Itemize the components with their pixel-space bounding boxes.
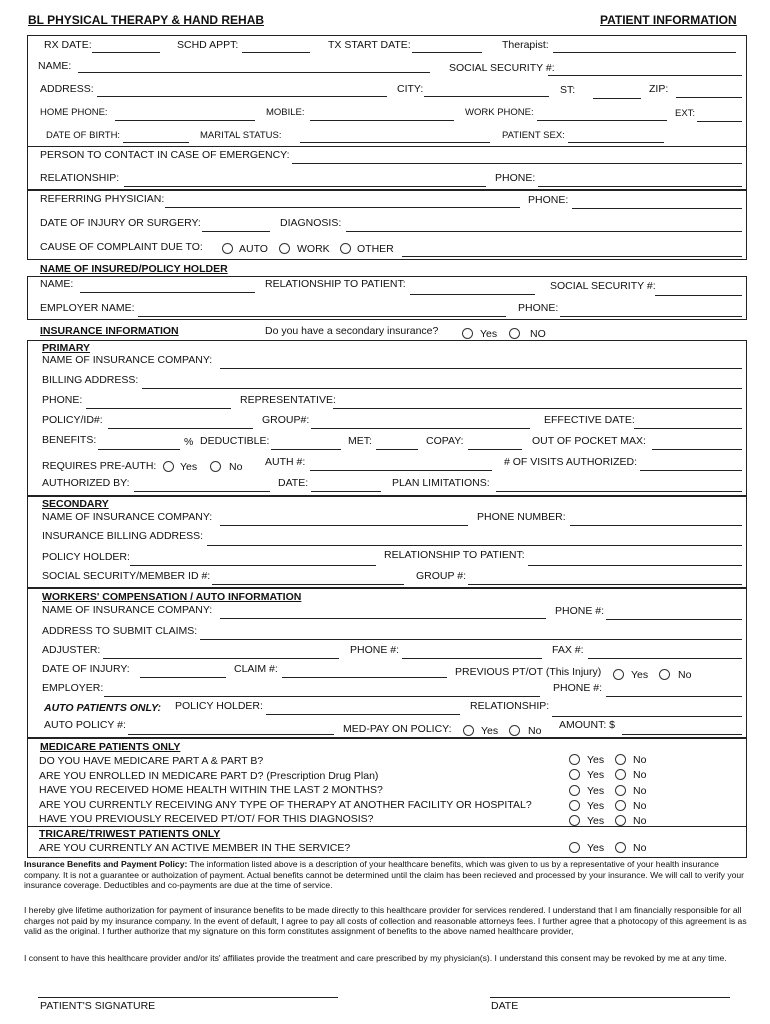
medicare-question: HAVE YOU RECEIVED HOME HEALTH WITHIN THE LAST 2 MONTHS? xyxy=(39,784,383,796)
schd-appt-field[interactable] xyxy=(242,52,310,53)
secondary-member-field[interactable] xyxy=(212,584,404,585)
cause-work-label: WORK xyxy=(297,243,330,255)
claims-address-label: ADDRESS TO SUBMIT CLAIMS: xyxy=(42,625,198,637)
medicare-no-label: No xyxy=(633,769,647,781)
zip-field[interactable] xyxy=(676,97,742,98)
primary-group-label: GROUP#: xyxy=(262,414,310,426)
adjuster-label: ADJUSTER: xyxy=(42,644,101,656)
claim-field[interactable] xyxy=(282,677,447,678)
primary-billing-field[interactable] xyxy=(142,388,742,389)
employer-phone-label: PHONE: xyxy=(518,302,559,314)
secondary-billing-label: INSURANCE BILLING ADDRESS: xyxy=(42,530,204,542)
tricare-heading: TRICARE/TRIWEST PATIENTS ONLY xyxy=(39,828,221,840)
medpay-yes-label: Yes xyxy=(481,725,499,737)
insured-name-label: NAME: xyxy=(40,278,74,290)
auto-relationship-label: RELATIONSHIP: xyxy=(470,700,550,712)
medicare-yes-label: Yes xyxy=(587,815,605,827)
prev-no-label: No xyxy=(678,669,692,681)
schd-appt-label: SCHD APPT: xyxy=(177,39,239,51)
preauth-yes-label: Yes xyxy=(180,461,198,473)
authorized-by-label: AUTHORIZED BY: xyxy=(42,477,130,489)
medicare-yes-label: Yes xyxy=(587,785,605,797)
signature-date-field[interactable] xyxy=(490,997,730,998)
medicare-heading: MEDICARE PATIENTS ONLY xyxy=(40,741,181,753)
workers-company-field[interactable] xyxy=(220,618,546,619)
payment-policy-label: Insurance Benefits and Payment Policy: xyxy=(24,859,188,869)
emergency-contact-field[interactable] xyxy=(292,163,742,164)
secondary-holder-field[interactable] xyxy=(130,565,376,566)
patient-signature-label: PATIENT'S SIGNATURE xyxy=(40,1000,156,1012)
insurance-heading: INSURANCE INFORMATION xyxy=(40,325,179,337)
workers-phone-label: PHONE #: xyxy=(555,605,605,617)
injury-date-field[interactable] xyxy=(202,231,270,232)
workers-injury-field[interactable] xyxy=(140,677,226,678)
dob-field[interactable] xyxy=(123,142,189,143)
emergency-contact-label: PERSON TO CONTACT IN CASE OF EMERGENCY: xyxy=(40,149,290,161)
auth-date-label: DATE: xyxy=(278,477,309,489)
primary-company-field[interactable] xyxy=(220,368,742,369)
authorization-text: I hereby give lifetime authorization for payment of insurance benefits to be made directly to this healthcare provider for services rendered. I understand that I am financially responsible for all charges not paid by my insurance company. In the event of default, I agree to pay all costs of collection and reasonable attorneys fees. I further agree that a photocopy of this agreement is as valid as the original. I further authorize that my signature on this form constitutes assignment of benefits to the above named healthcare provider, xyxy=(24,905,747,937)
clinic-name: BL PHYSICAL THERAPY & HAND REHAB xyxy=(28,13,265,27)
insured-ssn-field[interactable] xyxy=(655,295,742,296)
primary-rep-label: REPRESENTATIVE: xyxy=(240,394,336,406)
ext-field[interactable] xyxy=(697,121,742,122)
secondary-company-field[interactable] xyxy=(220,525,468,526)
signature-date-label: DATE xyxy=(491,1000,519,1012)
secondary-member-label: SOCIAL SECURITY/MEMBER ID #: xyxy=(42,570,211,582)
st-label: ST: xyxy=(560,84,576,96)
tricare-no-radio[interactable] xyxy=(615,842,626,853)
visits-label: # OF VISITS AUTHORIZED: xyxy=(504,456,638,468)
primary-copay-field[interactable] xyxy=(468,449,522,450)
medicare-yes-label: Yes xyxy=(587,769,605,781)
city-label: CITY: xyxy=(397,83,424,95)
prev-no-radio[interactable] xyxy=(659,669,670,680)
auto-holder-label: POLICY HOLDER: xyxy=(175,700,263,712)
auto-only-label: AUTO PATIENTS ONLY: xyxy=(44,702,162,714)
marital-field[interactable] xyxy=(300,142,490,143)
name-field[interactable] xyxy=(78,72,430,73)
cause-other-radio[interactable] xyxy=(340,243,351,254)
tx-start-field[interactable] xyxy=(412,52,482,53)
name-label: NAME: xyxy=(38,60,72,72)
rx-date-field[interactable] xyxy=(92,52,160,53)
diagnosis-field[interactable] xyxy=(346,231,742,232)
primary-oop-field[interactable] xyxy=(652,449,742,450)
diagnosis-label: DIAGNOSIS: xyxy=(280,217,342,229)
preauth-label: REQUIRES PRE-AUTH: xyxy=(42,460,157,472)
medicare-no-radio[interactable] xyxy=(615,754,626,765)
auth-field[interactable] xyxy=(310,470,492,471)
cause-other-label: OTHER xyxy=(357,243,394,255)
cause-other-field[interactable] xyxy=(402,256,742,257)
referral-phone-label: PHONE: xyxy=(528,194,569,206)
primary-met-label: MET: xyxy=(348,435,372,447)
medpay-label: MED-PAY ON POLICY: xyxy=(343,723,452,735)
workers-heading: WORKERS' COMPENSATION / AUTO INFORMATION xyxy=(42,591,302,603)
primary-policy-label: POLICY/ID#: xyxy=(42,414,103,426)
sex-label: PATIENT SEX: xyxy=(502,130,565,141)
secondary-yes-radio[interactable] xyxy=(462,328,473,339)
ssn-label: SOCIAL SECURITY #: xyxy=(449,62,555,74)
preauth-no-label: No xyxy=(229,461,243,473)
claims-address-field[interactable] xyxy=(200,639,742,640)
primary-billing-label: BILLING ADDRESS: xyxy=(42,374,139,386)
auto-holder-field[interactable] xyxy=(266,714,460,715)
city-field[interactable] xyxy=(424,96,549,97)
cause-label: CAUSE OF COMPLAINT DUE TO: xyxy=(40,241,203,253)
fax-field[interactable] xyxy=(588,658,742,659)
page-title: PATIENT INFORMATION xyxy=(600,13,737,27)
secondary-company-label: NAME OF INSURANCE COMPANY: xyxy=(42,511,213,523)
payment-policy-text xyxy=(24,859,748,891)
medpay-no-label: No xyxy=(528,725,542,737)
secondary-heading: SECONDARY xyxy=(42,498,109,510)
claim-label: CLAIM #: xyxy=(234,663,278,675)
insured-ssn-label: SOCIAL SECURITY #: xyxy=(550,280,656,292)
primary-phone-field[interactable] xyxy=(86,408,231,409)
primary-rep-field[interactable] xyxy=(333,408,742,409)
secondary-phone-label: PHONE NUMBER: xyxy=(477,511,566,523)
cause-work-radio[interactable] xyxy=(279,243,290,254)
tricare-no-label: No xyxy=(633,842,647,854)
insured-heading: NAME OF INSURED/POLICY HOLDER xyxy=(40,263,228,275)
primary-benefits-field[interactable] xyxy=(98,449,180,450)
primary-phone-label: PHONE: xyxy=(42,394,83,406)
preauth-yes-radio[interactable] xyxy=(163,461,174,472)
therapist-field[interactable] xyxy=(553,52,736,53)
medpay-yes-radio[interactable] xyxy=(463,725,474,736)
secondary-group-label: GROUP #: xyxy=(416,570,466,582)
insured-name-field[interactable] xyxy=(80,292,255,293)
medicare-yes-radio[interactable] xyxy=(569,785,580,796)
medicare-no-label: No xyxy=(633,815,647,827)
workers-employer-phone-field[interactable] xyxy=(606,696,742,697)
medicare-yes-label: Yes xyxy=(587,800,605,812)
cause-auto-label: AUTO xyxy=(239,243,268,255)
workers-injury-label: DATE OF INJURY: xyxy=(42,663,130,675)
sex-field[interactable] xyxy=(568,142,664,143)
referring-physician-label: REFERRING PHYSICIAN: xyxy=(40,193,165,205)
medicare-yes-label: Yes xyxy=(587,754,605,766)
preauth-no-radio[interactable] xyxy=(210,461,221,472)
medicare-yes-radio[interactable] xyxy=(569,769,580,780)
auto-policy-label: AUTO POLICY #: xyxy=(44,719,126,731)
medicare-question: HAVE YOU PREVIOUSLY RECEIVED PT/OT/ FOR THIS DIAGNOSIS? xyxy=(39,813,374,825)
medicare-question: DO YOU HAVE MEDICARE PART A & PART B? xyxy=(39,755,264,767)
workers-company-label: NAME OF INSURANCE COMPANY: xyxy=(42,604,213,616)
therapist-label: Therapist: xyxy=(502,39,549,51)
home-phone-label: HOME PHONE: xyxy=(40,107,108,118)
limitations-field[interactable] xyxy=(496,491,742,492)
medicare-no-label: No xyxy=(633,800,647,812)
primary-policy-field[interactable] xyxy=(108,428,253,429)
medicare-no-radio[interactable] xyxy=(615,769,626,780)
primary-company-label: NAME OF INSURANCE COMPANY: xyxy=(42,354,213,366)
insured-relationship-field[interactable] xyxy=(410,294,535,295)
address-field[interactable] xyxy=(97,96,387,97)
medicare-no-radio[interactable] xyxy=(615,800,626,811)
authorized-by-field[interactable] xyxy=(134,491,270,492)
employer-field[interactable] xyxy=(138,316,506,317)
medicare-no-radio[interactable] xyxy=(615,785,626,796)
referring-physician-field[interactable] xyxy=(165,207,520,208)
mobile-label: MOBILE: xyxy=(266,107,305,118)
secondary-no-label: NO xyxy=(530,328,546,340)
emergency-relationship-label: RELATIONSHIP: xyxy=(40,172,120,184)
medicare-yes-radio[interactable] xyxy=(569,754,580,765)
secondary-yes-label: Yes xyxy=(480,328,498,340)
rx-date-label: RX DATE: xyxy=(44,39,92,51)
auto-relationship-field[interactable] xyxy=(552,716,742,717)
primary-effective-label: EFFECTIVE DATE: xyxy=(544,414,635,426)
medicare-yes-radio[interactable] xyxy=(569,800,580,811)
primary-benefits-label: BENEFITS: xyxy=(42,434,97,446)
workers-employer-phone-label: PHONE #: xyxy=(553,682,603,694)
payment-policy-body: The information listed above is a description of your healthcare benefits, which was given to us by a representative of your health insurance company. It is not a guarantee or authoization of payment. Actual benefits cannot be determined until the claim has been recieved and processed by your insurance. We will call to verify your insurance coverage. Deductibles and co-payments are due at the time of service. xyxy=(24,859,745,891)
address-label: ADDRESS: xyxy=(40,83,94,95)
medicare-no-label: No xyxy=(633,754,647,766)
tx-start-label: TX START DATE: xyxy=(328,39,411,51)
primary-oop-label: OUT OF POCKET MAX: xyxy=(532,435,646,447)
ssn-field[interactable] xyxy=(548,75,742,76)
consent-text: I consent to have this healthcare provider and/or its' affiliates provide the treatment and care prescribed by my physician(s). I understand this consent may be revoked by me at any time. xyxy=(24,953,727,963)
amount-label: AMOUNT: $ xyxy=(559,719,616,731)
employer-label: EMPLOYER NAME: xyxy=(40,302,135,314)
patient-signature-field[interactable] xyxy=(38,997,338,998)
fax-label: FAX #: xyxy=(552,644,584,656)
secondary-relationship-field[interactable] xyxy=(528,565,742,566)
primary-group-field[interactable] xyxy=(311,428,530,429)
secondary-group-field[interactable] xyxy=(468,584,742,585)
insured-relationship-label: RELATIONSHIP TO PATIENT: xyxy=(265,278,406,290)
secondary-holder-label: POLICY HOLDER: xyxy=(42,551,130,563)
secondary-question: Do you have a secondary insurance? xyxy=(265,325,439,337)
primary-heading: PRIMARY xyxy=(42,342,91,354)
medicare-question: ARE YOU CURRENTLY RECEIVING ANY TYPE OF THERAPY AT ANOTHER FACILITY OR HOSPITAL? xyxy=(39,799,532,811)
adjuster-field[interactable] xyxy=(103,658,339,659)
work-phone-label: WORK PHONE: xyxy=(465,107,534,118)
adjuster-phone-field[interactable] xyxy=(402,658,542,659)
visits-field[interactable] xyxy=(640,470,742,471)
prev-ptot-label: PREVIOUS PT/OT (This Injury) xyxy=(455,666,602,678)
tricare-divider xyxy=(27,826,747,827)
tricare-question: ARE YOU CURRENTLY AN ACTIVE MEMBER IN THE SERVICE? xyxy=(39,842,351,854)
emergency-relationship-field[interactable] xyxy=(124,186,486,187)
workers-employer-field[interactable] xyxy=(104,696,540,697)
auth-date-field[interactable] xyxy=(311,491,381,492)
prev-yes-label: Yes xyxy=(631,669,649,681)
medpay-no-radio[interactable] xyxy=(509,725,520,736)
marital-label: MARITAL STATUS: xyxy=(200,130,282,141)
secondary-relationship-label: RELATIONSHIP TO PATIENT: xyxy=(384,549,525,561)
secondary-no-radio[interactable] xyxy=(509,328,520,339)
st-field[interactable] xyxy=(593,98,641,99)
primary-effective-field[interactable] xyxy=(634,428,742,429)
home-phone-field[interactable] xyxy=(115,120,255,121)
tricare-yes-radio[interactable] xyxy=(569,842,580,853)
primary-deductible-field[interactable] xyxy=(271,449,341,450)
dob-label: DATE OF BIRTH: xyxy=(46,130,121,141)
work-phone-field[interactable] xyxy=(537,120,667,121)
medicare-yes-radio[interactable] xyxy=(569,815,580,826)
adjuster-phone-label: PHONE #: xyxy=(350,644,400,656)
limitations-label: PLAN LIMITATIONS: xyxy=(392,477,490,489)
workers-phone-field[interactable] xyxy=(606,619,742,620)
employer-phone-field[interactable] xyxy=(560,316,742,317)
mobile-field[interactable] xyxy=(310,120,454,121)
prev-yes-radio[interactable] xyxy=(613,669,624,680)
tricare-yes-label: Yes xyxy=(587,842,605,854)
auth-label: AUTH #: xyxy=(265,456,306,468)
emergency-phone-label: PHONE: xyxy=(495,172,536,184)
primary-copay-label: COPAY: xyxy=(426,435,464,447)
primary-deductible-label: DEDUCTIBLE: xyxy=(200,435,270,447)
referral-phone-field[interactable] xyxy=(572,208,742,209)
medicare-question: ARE YOU ENROLLED IN MEDICARE PART D? (Prescription Drug Plan) xyxy=(39,770,379,782)
zip-label: ZIP: xyxy=(649,83,669,95)
workers-employer-label: EMPLOYER: xyxy=(42,682,104,694)
ext-label: EXT: xyxy=(675,108,696,119)
medicare-no-label: No xyxy=(633,785,647,797)
secondary-phone-field[interactable] xyxy=(570,525,742,526)
cause-auto-radio[interactable] xyxy=(222,243,233,254)
primary-pct: % xyxy=(184,436,194,448)
secondary-billing-field[interactable] xyxy=(207,545,742,546)
auto-policy-field[interactable] xyxy=(128,734,334,735)
amount-field[interactable] xyxy=(622,734,742,735)
primary-met-field[interactable] xyxy=(376,449,418,450)
medicare-no-radio[interactable] xyxy=(615,815,626,826)
emergency-phone-field[interactable] xyxy=(538,186,742,187)
injury-date-label: DATE OF INJURY OR SURGERY: xyxy=(40,217,201,229)
